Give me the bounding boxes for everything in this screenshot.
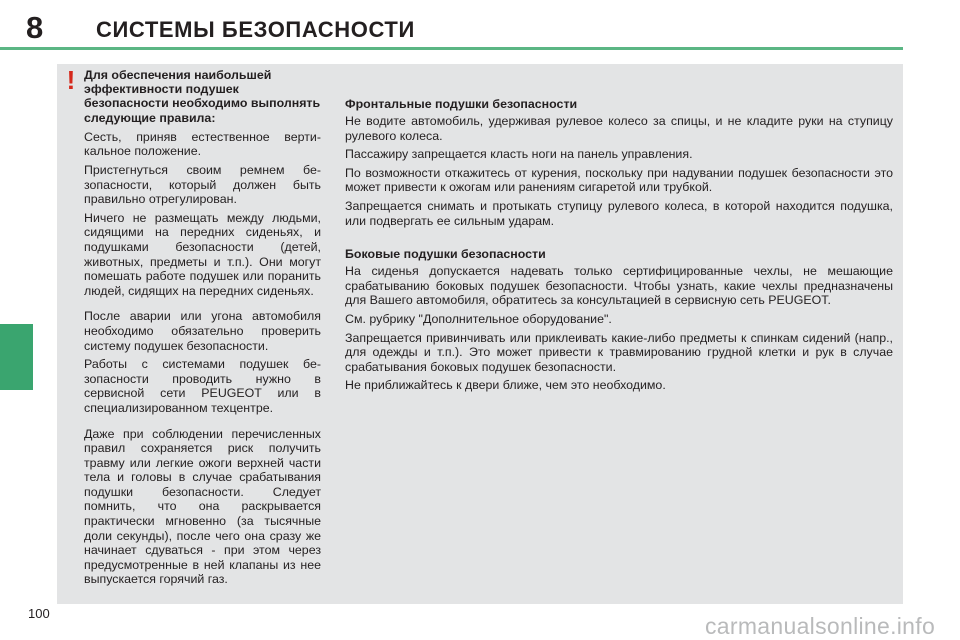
side-airbags-paragraph: Запрещается привинчивать или приклеивать какие-либо предметы к спинкам сидений (напр., для одежды и т.п.). Это может привести к травмированию грудной клетки и рук в случае срабатывания боковых подушек безопасности. <box>345 330 893 374</box>
page-number: 100 <box>28 606 50 621</box>
warning-paragraph: Даже при соблюдении перечисленных правил сохраняется риск получить травму или легкие ожоги верхней части тела и головы в случае срабатывания подушки безопасности. Следует помнить, что она раскрывается практически мгновенно (за тысячные доли секунды), после чего она сразу же начинает сдуваться - при этом через предусмотренные в ней клапаны из нее выпускается горячий газ. <box>84 426 321 587</box>
front-airbags-heading: Фронтальные подушки безопасности <box>345 97 578 111</box>
warning-paragraph: Сесть, приняв естественное вертикальное положение. <box>84 129 321 159</box>
chapter-title: СИСТЕМЫ БЕЗОПАСНОСТИ <box>96 17 415 42</box>
front-airbags-paragraph: Пассажиру запрещается класть ноги на панель управления. <box>345 147 693 162</box>
front-airbags-paragraph: Запрещается снимать и протыкать ступицу рулевого колеса, в которой находится подушка, или подвергать ее сильным ударам. <box>345 198 893 228</box>
warning-paragraph: Пристегнуться своим ремнем безопасности, который должен быть правильно отрегулирован. <box>84 163 321 207</box>
side-airbags-paragraph: Не приближайтесь к двери ближе, чем это необходимо. <box>345 378 666 393</box>
chapter-side-tab <box>0 324 33 390</box>
airbag-rules-column <box>345 97 893 397</box>
warning-paragraph: Ничего не размещать между людьми, сидящими на передних сиденьях, и подушками безопасности (детей, животных, предметы и т.п.). Они могут помешать работе подушек или поранить людей, сидящих на передних сиденьях. <box>84 210 321 298</box>
watermark: carmanualsonline.info <box>705 613 936 639</box>
side-airbags-heading: Боковые подушки безопасности <box>345 247 546 262</box>
side-airbags-paragraph: См. рубрику "Дополнительное оборудование". <box>345 311 612 326</box>
warning-paragraph: Работы с системами подушек безопасности проводить нужно в сервисной сети PEUGEOT или в специализированном техцентре. <box>84 357 321 415</box>
warning-lead: Для обеспечения наибольшей эффективности подушек безопасности необходимо выполнять следующие правила: <box>84 68 321 125</box>
warning-paragraph: После аварии или угона автомобиля необходимо обязательно проверить систему подушек безопасности. <box>84 309 321 353</box>
front-airbags-paragraph: По возможности откажитесь от курения, поскольку при надувании подушек безопасности это может привести к ожогам или ранениям сигаретой или трубкой. <box>345 165 893 195</box>
exclamation-icon: ! <box>66 65 76 95</box>
side-airbags-paragraph: На сиденья допускается надевать только сертифицированные чехлы, не мешающие срабатыванию боковых подушек безопасности. Чтобы узнать, какие чехлы предназначены для Вашего автомобиля, обратитесь за консультацией в сервисную сеть PEUGEOT. <box>345 264 893 308</box>
header-divider <box>0 47 903 50</box>
warning-column <box>84 68 321 591</box>
front-airbags-paragraph: Не водите автомобиль, удерживая рулевое колесо за спицы, и не кладите руки на ступицу рулевого колеса. <box>345 114 893 143</box>
chapter-number: 8 <box>26 10 44 45</box>
